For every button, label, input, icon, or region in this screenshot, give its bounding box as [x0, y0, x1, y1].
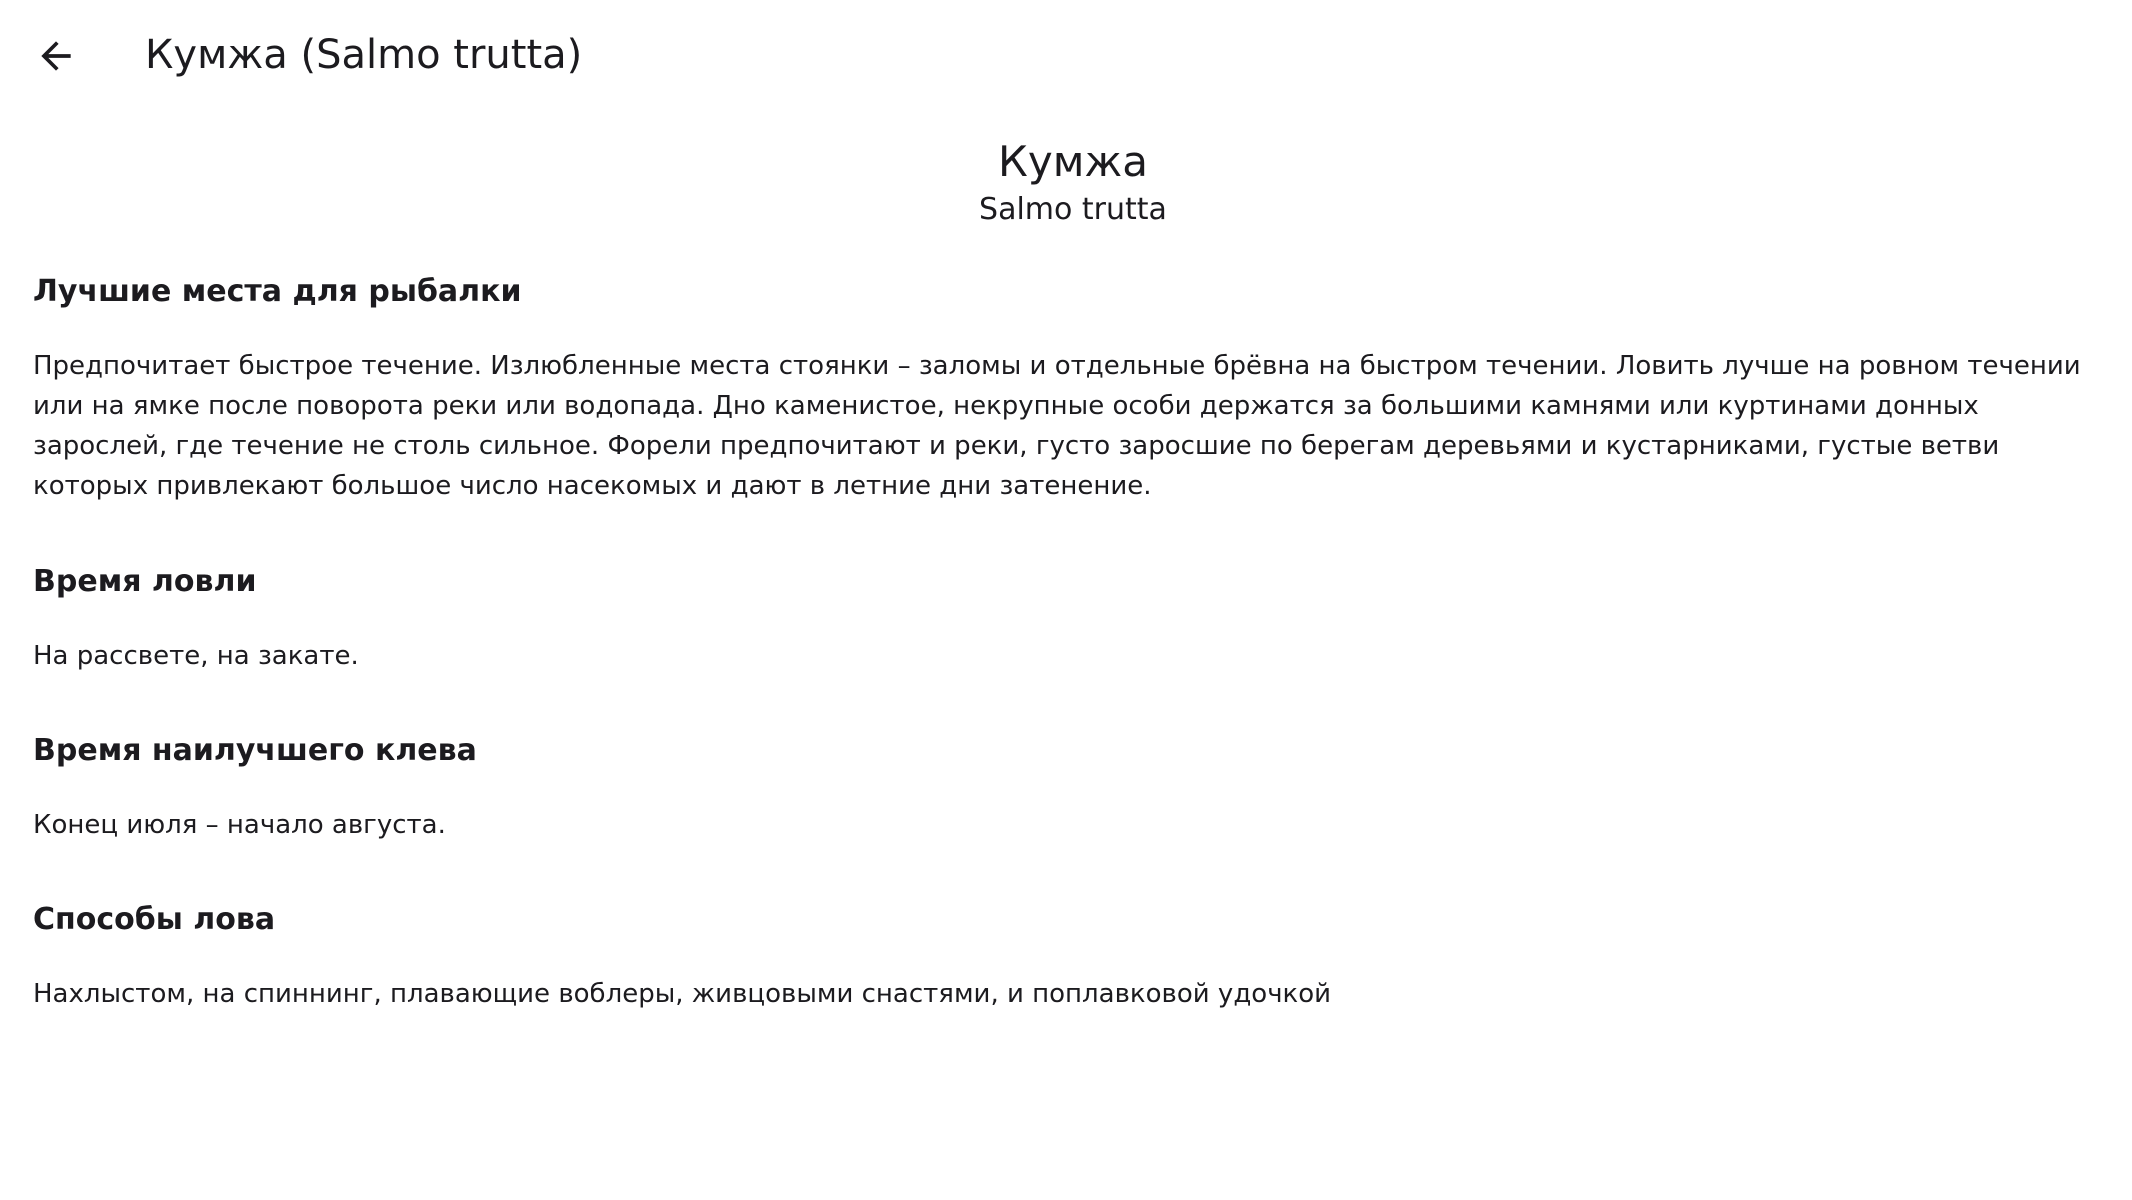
- back-button[interactable]: [22, 17, 90, 95]
- section-fishing-time: [33, 562, 2113, 676]
- app-bar-title: Кумжа (Salmo trutta): [145, 32, 583, 78]
- fish-header: [33, 134, 2113, 230]
- section-best-bite-time: [33, 731, 2113, 845]
- section-text: Конец июля – начало августа.: [33, 810, 446, 840]
- arrow-back-icon: [34, 34, 78, 78]
- section-text: На рассвете, на закате.: [33, 641, 359, 671]
- section-text: Нахлыстом, на спиннинг, плавающие воблеры, живцовыми снастями, и поплавковой удочкой: [33, 979, 1332, 1009]
- section-title: Время наилучшего клева: [33, 733, 477, 768]
- section-title: Способы лова: [33, 902, 276, 937]
- section-fishing-methods: [33, 900, 2113, 1014]
- section-text: Предпочитает быстрое течение. Излюбленные места стоянки – заломы и отдельные брёвна на быстром течении. Ловить лучше на ровном течении или на ямке после поворота реки или водопада. Дно каменистое, некрупные особи держатся за большими камнями или куртинами донных зарослей, где течение не столь сильное. Форели предпочитают и реки, густо заросшие по берегам деревьями и кустарниками, густые ветви которых привлекают большое число насекомых и дают в летние дни затенение.: [33, 351, 2081, 501]
- section-title: Лучшие места для рыбалки: [33, 274, 522, 309]
- top-app-bar: [0, 0, 2132, 114]
- section-title: Время ловли: [33, 564, 257, 599]
- fish-details: [33, 130, 2113, 1009]
- fish-latin-name: Salmo trutta: [979, 192, 1167, 227]
- fish-name: Кумжа: [998, 137, 1148, 186]
- section-best-places: [33, 272, 2113, 506]
